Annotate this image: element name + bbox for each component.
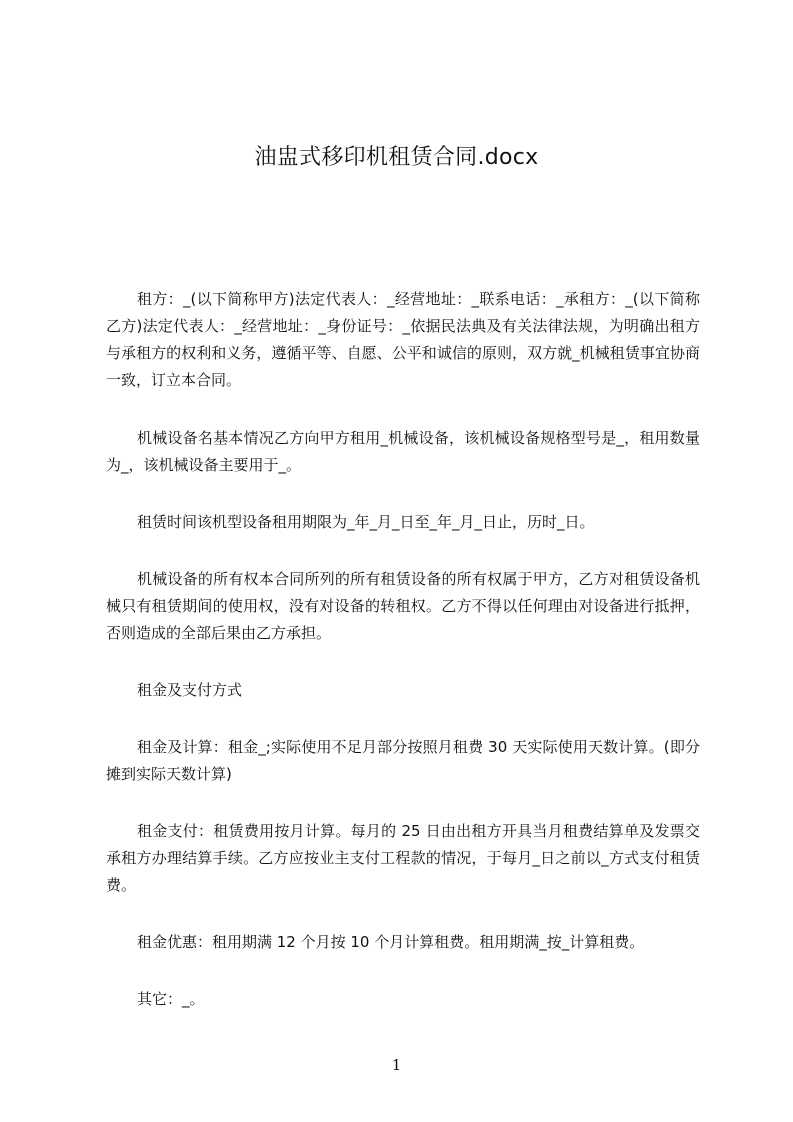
page-number: 1 [391,1056,402,1074]
paragraph-other: 其它：_。 [137,990,205,1008]
document-title: 油盅式移印机租赁合同.docx [254,145,539,170]
paragraph-rent-calculation: 租金及计算：租金_;实际使用不足月部分按照月租费 30 天实际使用天数计算。(即分摊到实际天数计算) [106,738,700,783]
paragraph-rent-heading: 租金及支付方式 [137,681,243,699]
paragraph-lease-term: 租赁时间该机型设备租用期限为_年_月_日至_年_月_日止，历时_日。 [137,513,595,531]
paragraph-equipment: 机械设备名基本情况乙方向甲方租用_机械设备，该机械设备规格型号是_，租用数量为_，该机械设备主要用于_。 [106,429,700,474]
paragraph-parties: 租方：_(以下简称甲方)法定代表人：_经营地址：_联系电话：_承租方：_(以下简称乙方)法定代表人：_经营地址：_身份证号：_依据民法典及有关法律法规，为明确出租方与承租方的权利和义务，遵循平等、自愿、公平和诚信的原则，双方就_机械租赁事宜协商一致，订立本合同。 [106,290,700,389]
document-body [106,286,700,1043]
paragraph-ownership: 机械设备的所有权本合同所列的所有租赁设备的所有权属于甲方，乙方对租赁设备机械只有租赁期间的使用权，没有对设备的转租权。乙方不得以任何理由对设备进行抵押，否则造成的全部后果由乙方承担。 [106,570,700,642]
paragraph-rent-payment: 租金支付：租赁费用按月计算。每月的 25 日由出租方开具当月租费结算单及发票交承租方办理结算手续。乙方应按业主支付工程款的情况，于每月_日之前以_方式支付租赁费。 [106,822,700,894]
paragraph-rent-discount: 租金优惠：租用期满 12 个月按 10 个月计算租费。租用期满_按_计算租费。 [137,933,645,951]
